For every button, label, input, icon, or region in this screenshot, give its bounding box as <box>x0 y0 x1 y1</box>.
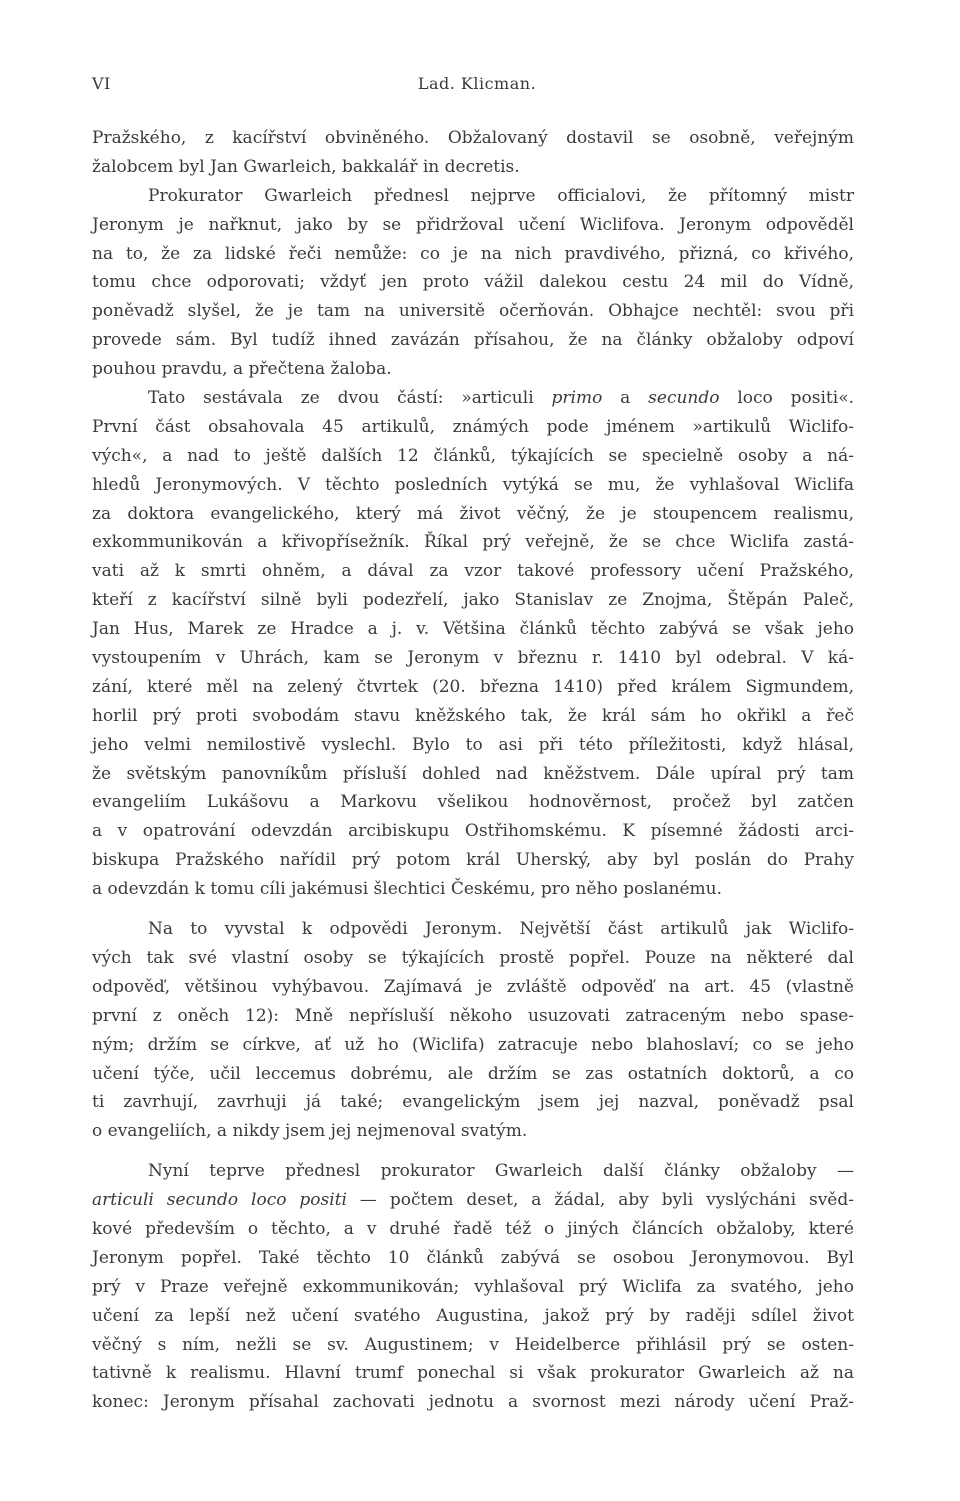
text-line <box>92 297 854 326</box>
paragraph <box>92 915 854 1146</box>
text-segment: provede sám. Byl tudíž ihned zavázán přísahou, že na články obžaloby odpoví <box>92 330 854 351</box>
text-line <box>92 731 854 760</box>
text-segment: Jan Hus, Marek ze Hradce a j. v. Většina článků těchto zabývá se však jeho <box>92 619 854 640</box>
text-line <box>92 1331 854 1360</box>
text-segment: vati až k smrti ohněm, a dával za vzor takové professory učení Pražského, <box>92 561 854 582</box>
text-line <box>92 528 854 557</box>
text-segment: tativně k realismu. Hlavní trumf ponechal si však prokurator Gwarleich až na <box>92 1363 854 1384</box>
text-line <box>92 915 854 944</box>
text-line <box>92 788 854 817</box>
text-line <box>92 124 854 153</box>
text-segment: biskupa Pražského nařídil prý potom král Uherský, aby byl poslán do Prahy <box>92 850 854 871</box>
text-segment: věčný s ním, nežli se sv. Augustinem; v Heidelberce přihlásil prý se osten- <box>92 1334 854 1355</box>
text-segment: a v opatrování odevzdán arcibiskupu Ostřihomskému. K písemné žádosti arci- <box>92 821 854 842</box>
text-line <box>92 1273 854 1302</box>
text-line <box>92 268 854 297</box>
text-segment: Prokurator Gwarleich přednesl nejprve officialovi, že přítomný mistr <box>148 185 854 206</box>
text-line <box>92 1302 854 1331</box>
text-line <box>92 586 854 615</box>
text-segment: ným; držím se církve, ať už ho (Wiclifa) zatracuje nebo blahoslaví; co se jeho <box>92 1034 854 1055</box>
text-line <box>92 673 854 702</box>
text-line <box>92 1031 854 1060</box>
text-segment: kové především o těchto, a v druhé řadě též o jiných článcích obžaloby, které <box>92 1218 854 1239</box>
text-line <box>92 615 854 644</box>
text-line <box>92 1117 854 1146</box>
text-line <box>92 875 854 904</box>
text-segment: odpověď, většinou vyhýbavou. Zajímavá je zvláště odpověď na art. 45 (vlastně <box>92 976 854 997</box>
text-line <box>92 471 854 500</box>
text-line <box>92 1002 854 1031</box>
text-line <box>92 644 854 673</box>
paragraph-gap <box>92 904 854 915</box>
text-line <box>92 557 854 586</box>
text-line <box>92 702 854 731</box>
text-segment: učení týče, učil leccemus dobrému, ale držím se zas ostatních doktorů, a co <box>92 1063 854 1084</box>
running-head: Lad. Klicman. <box>417 74 537 93</box>
text-segment: Pražského, z kacířství obviněného. Obžalovaný dostavil se osobně, veřejným <box>92 128 854 148</box>
paragraph <box>92 182 854 384</box>
text-line <box>92 326 854 355</box>
text-line <box>92 355 854 384</box>
text-line <box>92 1157 854 1186</box>
italic-text: primo <box>551 388 603 409</box>
text-segment: Tato sestávala ze dvou částí: »articuli <box>148 388 552 409</box>
text-line <box>92 211 854 240</box>
text-segment: vých«, a nad to ještě dalších 12 článků, týkajících se specielně osoby a ná- <box>92 445 854 466</box>
text-segment: horlil prý proti svobodám stavu kněžského tak, že král sám ho okřikl a řeč <box>92 705 854 726</box>
text-segment: konec: Jeronym přísahal zachovati jednotu a svornost mezi národy učení Praž- <box>92 1392 854 1413</box>
text-segment: o evangeliích, a nikdy jsem jej nejmenoval svatým. <box>92 1121 528 1142</box>
text-line <box>92 846 854 875</box>
text-segment: pouhou pravdu, a přečtena žaloba. <box>92 359 392 380</box>
text-segment: První část obsahovala 45 artikulů, známých pode jménem »artikulů Wiclifo- <box>92 416 854 437</box>
text-line <box>92 500 854 529</box>
text-segment: tomu chce odporovati; vždyť jen proto vážil dalekou cestu 24 mil do Vídně, <box>92 272 854 293</box>
text-segment: za doktora evangelického, který má život věčný, že je stoupencem realismu, <box>92 503 854 524</box>
page-number: VI <box>92 74 111 93</box>
text-segment: vých tak své vlastní osoby se týkajících prostě popřel. Pouze na některé dal <box>92 947 854 968</box>
text-line <box>92 442 854 471</box>
text-segment: prý v Praze veřejně exkommunikován; vyhlašoval prý Wiclifa za svatého, jeho <box>92 1276 854 1297</box>
text-segment: žalobcem byl Jan Gwarleich, bakkalář in decretis. <box>92 156 520 177</box>
text-line <box>92 760 854 789</box>
text-segment: že světským panovníkům přísluší dohled nad kněžstvem. Dále upíral prý tam <box>92 763 854 784</box>
paragraph <box>92 384 854 904</box>
text-line <box>92 1244 854 1273</box>
text-line <box>92 944 854 973</box>
text-segment: zání, které měl na zelený čtvrtek (20. března 1410) před králem Sigmundem, <box>92 676 854 697</box>
text-line <box>92 1186 854 1215</box>
text-segment: evangeliím Lukášovu a Markovu všelikou hodnověrnost, pročež byl zatčen <box>92 792 854 813</box>
text-segment: kteří z kacířství silně byli podezřelí, jako Stanislav ze Znojma, Štěpán Paleč, <box>92 590 854 611</box>
text-line <box>92 817 854 846</box>
text-segment: Na to vyvstal k odpovědi Jeronym. Největší část artikulů jak Wiclifo- <box>148 919 854 940</box>
italic-text: secundo <box>648 388 720 409</box>
text-line <box>92 153 854 182</box>
text-segment: vystoupením v Uhrách, kam se Jeronym v březnu r. 1410 byl odebral. V ká- <box>92 648 854 669</box>
text-segment: — počtem deset, a žádal, aby byli vyslýcháni svěd- <box>346 1190 854 1211</box>
text-segment: a <box>602 388 649 409</box>
text-line <box>92 1215 854 1244</box>
text-segment: na to, že za lidské řeči nemůže: co je na nich pravdivého, přizná, co křivého, <box>92 243 854 264</box>
text-segment: exkommunikován a křivopřísežník. Říkal prý veřejně, že se chce Wiclifa zastá- <box>92 532 854 553</box>
paragraph <box>92 1157 854 1417</box>
text-segment: první z oněch 12): Mně nepřísluší někoho usuzovati zatraceným nebo spase- <box>92 1005 854 1026</box>
text-segment: loco positi«. <box>719 388 854 409</box>
text-segment: Jeronym je nařknut, jako by se přidržoval učení Wiclifova. Jeronym odpověděl <box>92 214 854 235</box>
italic-text: articuli secundo loco positi <box>92 1190 347 1211</box>
text-line <box>92 413 854 442</box>
text-segment: a odevzdán k tomu cíli jakémusi šlechtici Českému, pro něho poslanému. <box>92 879 723 900</box>
body-text <box>92 124 854 1417</box>
text-segment: Nyní teprve přednesl prokurator Gwarleich další články obžaloby — <box>148 1161 854 1182</box>
text-segment: Jeronym popřel. Také těchto 10 článků zabývá se osobou Jeronymovou. Byl <box>92 1247 854 1268</box>
paragraph-gap <box>92 1146 854 1157</box>
text-segment: poněvadž slyšel, že je tam na universitě očerňován. Obhajce nechtěl: svou při <box>92 301 854 322</box>
text-line <box>92 1388 854 1417</box>
text-line <box>92 1359 854 1388</box>
text-segment: ti zavrhují, zavrhuji já také; evangelickým jsem jej nazval, poněvadž psal <box>92 1092 854 1113</box>
text-segment: jeho velmi nemilostivě vyslechl. Bylo to asi při této příležitosti, když hlásal, <box>92 734 854 755</box>
text-line <box>92 384 854 413</box>
text-line <box>92 240 854 269</box>
page-header <box>92 74 862 98</box>
text-line <box>92 973 854 1002</box>
text-segment: učení za lepší než učení svatého Augustina, jakož prý by raději sdílel život <box>92 1305 854 1326</box>
paragraph <box>92 124 854 182</box>
text-line <box>92 182 854 211</box>
text-line <box>92 1060 854 1089</box>
text-segment: hledů Jeronymových. V těchto posledních vytýká se mu, že vyhlašoval Wiclifa <box>92 474 854 495</box>
text-line <box>92 1088 854 1117</box>
